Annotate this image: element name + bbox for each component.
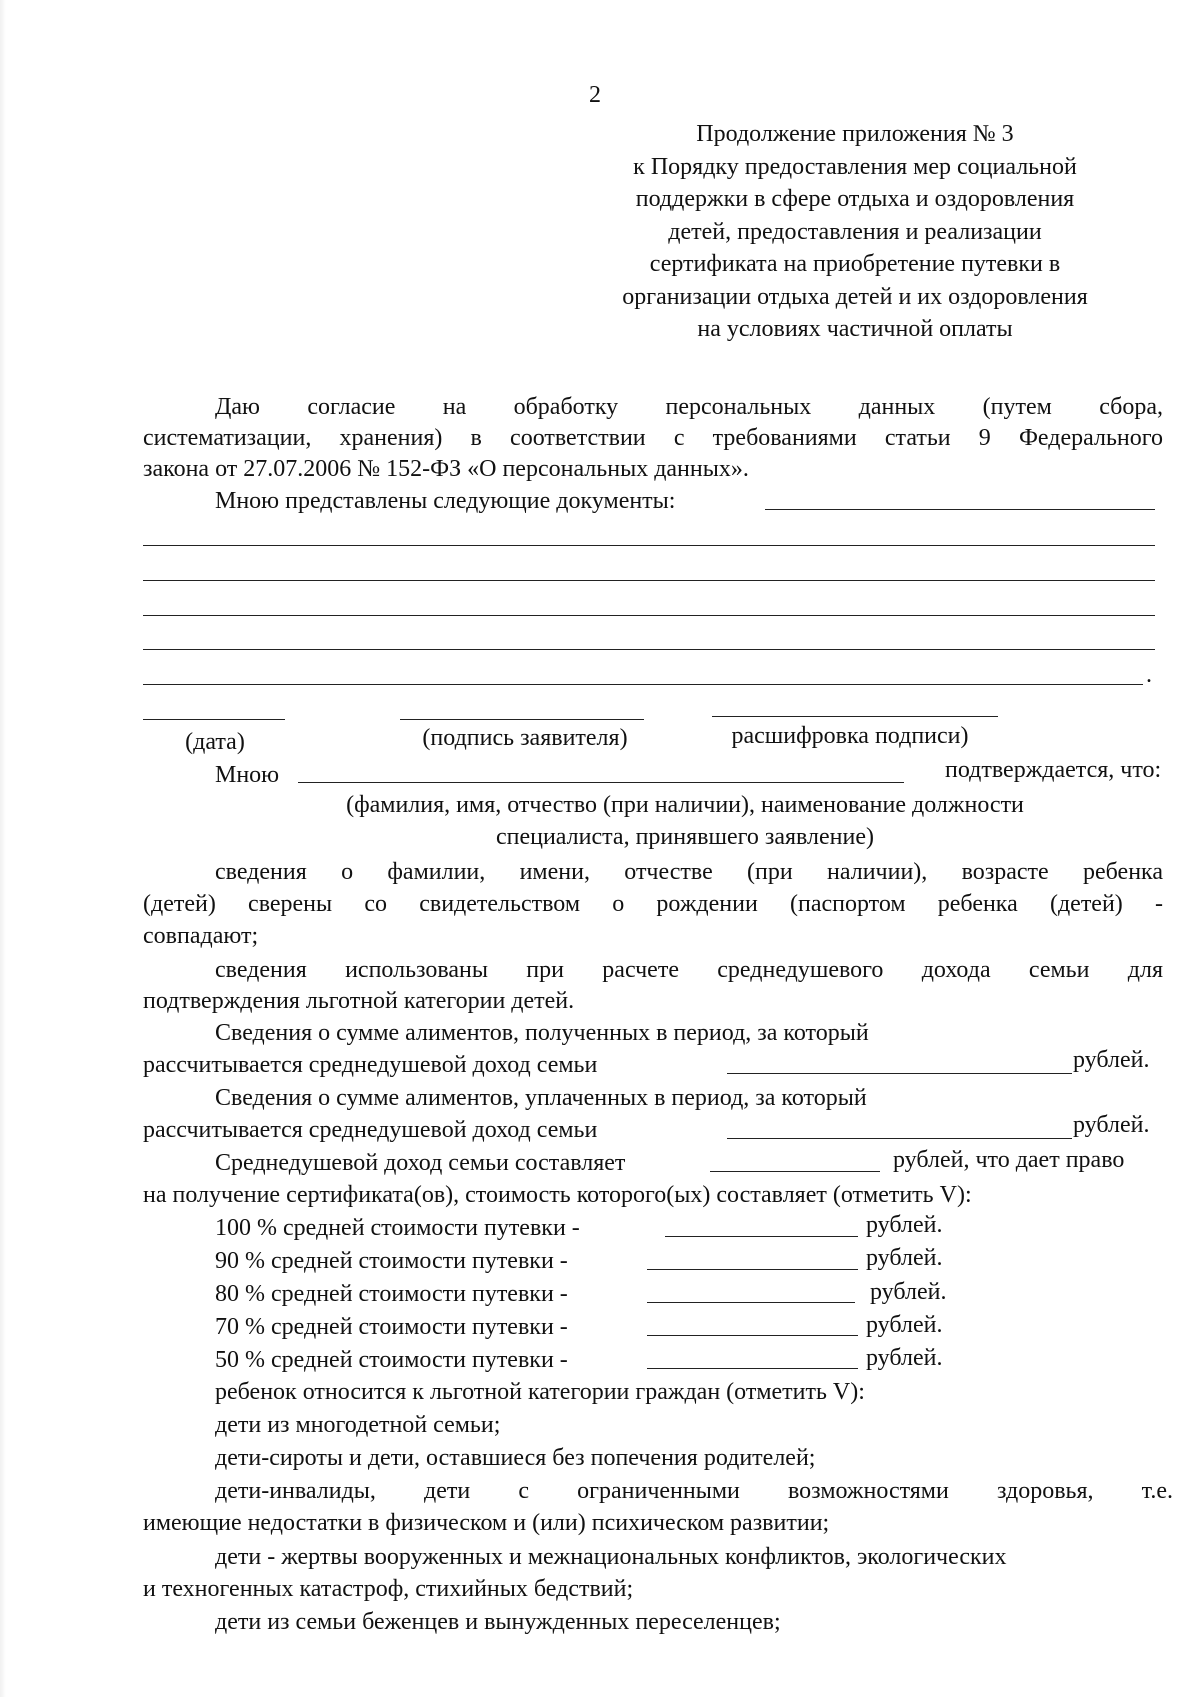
documents-fill-line[interactable] [143, 615, 1155, 616]
category-disabled-line-1: дети-инвалиды, дети с ограниченными возможностями здоровья, т.е. [215, 1478, 1173, 1504]
alimony-received-amount-line[interactable] [727, 1073, 1072, 1074]
cost-option-amount-line[interactable] [647, 1302, 855, 1303]
alimony-received-line-2: рассчитывается среднедушевой доход семьи [143, 1052, 598, 1078]
alimony-received-unit: рублей. [1073, 1047, 1150, 1073]
income-prefix: Среднедушевой доход семьи составляет [215, 1150, 626, 1176]
header-line: детей, предоставления и реализации [668, 218, 1042, 245]
header-line: организации отдыха детей и их оздоровления [622, 283, 1088, 310]
category-refugees: дети из семьи беженцев и вынужденных переселенцев; [215, 1609, 781, 1635]
appendix-header [575, 118, 1135, 346]
page-number: 2 [589, 82, 601, 108]
category-victims-line-2: и техногенных катастроф, стихийных бедствий; [143, 1576, 634, 1602]
cost-option-unit: рублей. [866, 1312, 943, 1338]
category-intro: ребенок относится к льготной категории граждан (отметить V): [215, 1379, 865, 1405]
header-line: на условиях частичной оплаты [697, 316, 1013, 342]
income-suffix: рублей, что дает право [893, 1147, 1125, 1173]
alimony-received-line-1: Сведения о сумме алиментов, полученных в период, за который [215, 1020, 869, 1046]
income-line-2: на получение сертификата(ов), стоимость которого(ых) составляет (отметить V): [143, 1182, 972, 1208]
header-line: поддержки в сфере отдыха и оздоровления [635, 186, 1075, 212]
confirm-suffix: подтверждается, что: [945, 757, 1162, 783]
consent-line-1: Даю согласие на обработку персональных данных (путем сбора, [215, 394, 1163, 420]
specialist-caption-line-2: специалиста, принявшего заявление) [495, 824, 875, 850]
used-line-2: подтверждения льготной категории детей. [143, 988, 575, 1014]
date-caption: (дата) [185, 729, 245, 755]
category-orphans: дети-сироты и дети, оставшиеся без попечения родителей; [215, 1445, 816, 1471]
documents-end: . [1146, 662, 1152, 688]
signature-decoding-caption: расшифровка подписи) [731, 723, 969, 749]
cost-option-unit: рублей. [866, 1212, 943, 1238]
alimony-paid-amount-line[interactable] [727, 1138, 1072, 1139]
header-line: сертификата на приобретение путевки в [649, 251, 1061, 277]
header-line: Продолжение приложения № 3 [696, 121, 1014, 147]
info-line-2: (детей) сверены со свидетельством о рождении (паспортом ребенка (детей) - [143, 891, 1163, 917]
cost-option-unit: рублей. [866, 1245, 943, 1271]
category-large-family: дети из многодетной семьи; [215, 1412, 501, 1438]
alimony-paid-line-1: Сведения о сумме алиментов, уплаченных в период, за который [215, 1085, 867, 1111]
date-line[interactable] [143, 719, 285, 720]
category-victims-line-1: дети - жертвы вооруженных и межнациональных конфликтов, экологических [215, 1544, 1007, 1570]
cost-option-amount-line[interactable] [647, 1269, 858, 1270]
alimony-paid-line-2: рассчитывается среднедушевой доход семьи [143, 1117, 598, 1143]
confirm-prefix: Мною [215, 762, 280, 788]
signature-line[interactable] [400, 719, 644, 720]
info-line-1: сведения о фамилии, имени, отчестве (при наличии), возрасте ребенка [215, 859, 1163, 885]
documents-fill-line[interactable] [143, 684, 1143, 685]
specialist-caption-line-1: (фамилия, имя, отчество (при наличии), наименование должности [346, 792, 1024, 818]
scan-shadow [0, 0, 6, 1697]
documents-fill-line[interactable] [143, 545, 1155, 546]
used-line-1: сведения использованы при расчете среднедушевого дохода семьи для [215, 957, 1163, 983]
cost-option-label: 90 % средней стоимости путевки - [215, 1248, 568, 1274]
consent-line-2: систематизации, хранения) в соответствии с требованиями статьи 9 Федерального [143, 425, 1163, 451]
signature-caption: (подпись заявителя) [422, 725, 628, 751]
cost-option-unit: рублей. [870, 1279, 947, 1305]
documents-fill-line[interactable] [765, 509, 1155, 510]
income-amount-line[interactable] [710, 1171, 880, 1172]
signature-decoding-line[interactable] [712, 716, 998, 717]
category-disabled-line-2: имеющие недостатки в физическом и (или) психическом развитии; [143, 1510, 830, 1536]
cost-option-label: 80 % средней стоимости путевки - [215, 1281, 568, 1307]
cost-option-label: 50 % средней стоимости путевки - [215, 1347, 568, 1373]
cost-option-unit: рублей. [866, 1345, 943, 1371]
cost-option-label: 100 % средней стоимости путевки - [215, 1215, 580, 1241]
cost-option-amount-line[interactable] [647, 1368, 858, 1369]
specialist-name-line[interactable] [298, 782, 904, 783]
documents-label: Мною представлены следующие документы: [215, 488, 676, 514]
consent-line-3: закона от 27.07.2006 № 152-ФЗ «О персональных данных». [143, 456, 749, 482]
cost-option-label: 70 % средней стоимости путевки - [215, 1314, 568, 1340]
documents-fill-line[interactable] [143, 649, 1155, 650]
documents-fill-line[interactable] [143, 580, 1155, 581]
header-line: к Порядку предоставления мер социальной [633, 153, 1077, 180]
alimony-paid-unit: рублей. [1073, 1112, 1150, 1138]
info-line-3: совпадают; [143, 923, 259, 949]
cost-option-amount-line[interactable] [647, 1335, 858, 1336]
cost-option-amount-line[interactable] [665, 1236, 858, 1237]
